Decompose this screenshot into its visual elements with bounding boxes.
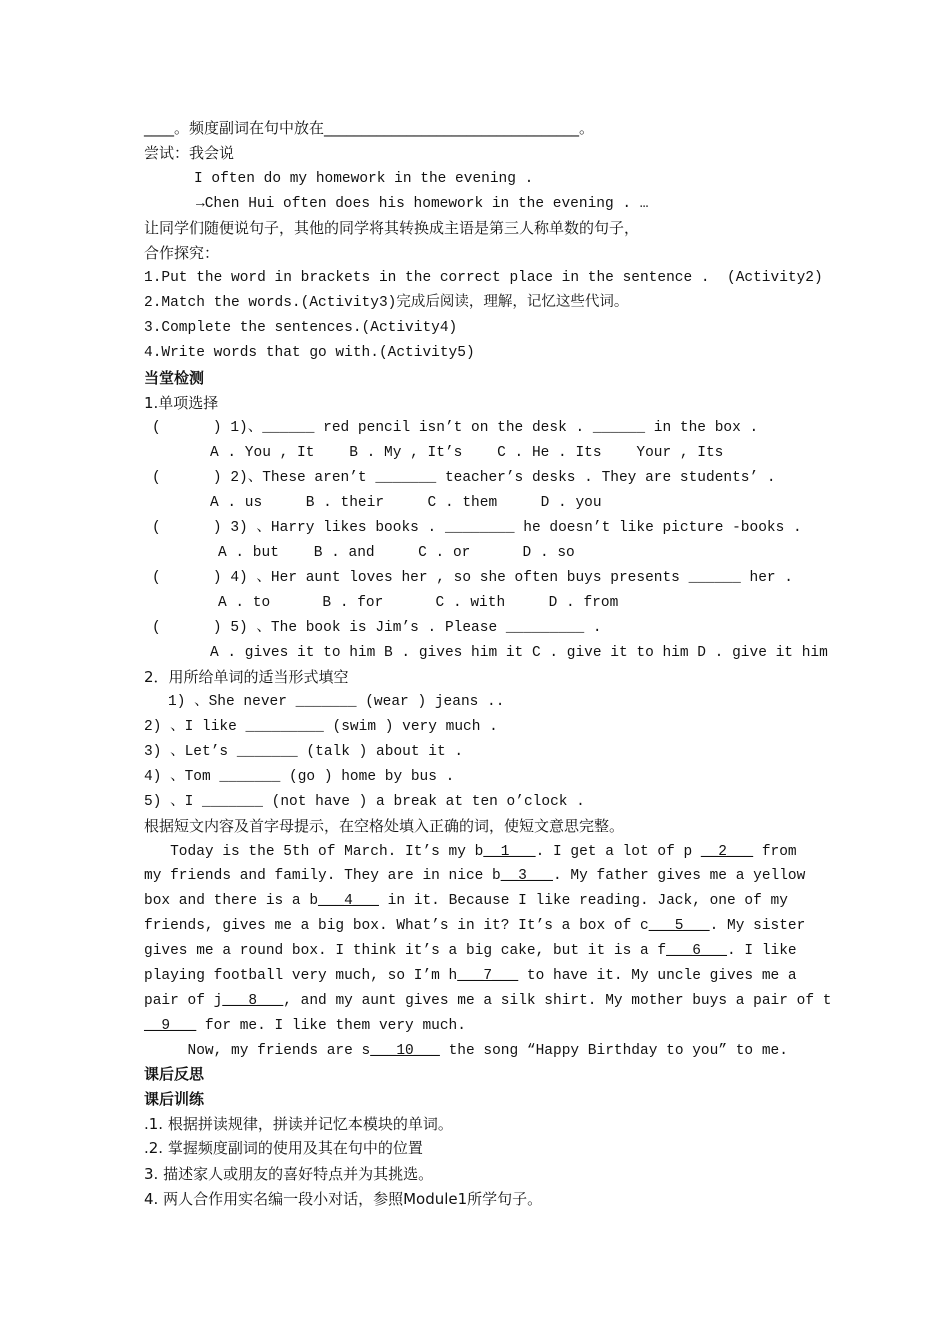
question-2-options: A . us B . their C . them D . you <box>210 495 602 511</box>
cooperation-item: 2.Match the words.(Activity3)完成后阅读，理解，记忆这些代词。 <box>144 295 629 311</box>
training-item: .2. 掌握频度副词的使用及其在句中的位置 <box>144 1139 423 1157</box>
question-4-options: A . to B . for C . with D . from <box>218 595 619 611</box>
cloze-line-2: my friends and family. They are in nice b__3___. My father gives me a yellow <box>144 868 806 884</box>
question-3: ( ) 3) 、Harry likes books . ________ he doesn’t like picture -books . <box>152 520 802 536</box>
cloze-blank-3: __3___ <box>500 868 553 884</box>
fill-item-2: 2) 、I like _________ (swim ) very much . <box>144 719 498 735</box>
fill-item-4: 4) 、Tom _______ (go ) home by bus . <box>144 769 455 785</box>
frequency-adverb-line: ____。频度副词在句中放在__________________________________。 <box>144 119 595 137</box>
fill-item-5: 5) 、I _______ (not have ) a break at ten o’clock . <box>144 794 585 810</box>
cloze-line-5: gives me a round box. I think it’s a big cake, but it is a f___6___. I like <box>144 943 797 959</box>
question-1: ( ) 1)、______ red pencil isn’t on the desk . ______ in the box . <box>152 420 759 436</box>
question-4: ( ) 4) 、Her aunt loves her , so she often buys presents ______ her . <box>152 570 794 586</box>
cloze-blank-9: __9___ <box>144 1018 197 1034</box>
cloze-blank-6: ___6___ <box>666 943 728 959</box>
section-1-title: 1.单项选择 <box>144 394 219 412</box>
question-5-options: A . gives it to him B . gives him it C . give it to him D . give it him <box>210 645 828 661</box>
cloze-blank-8: ___8___ <box>222 993 284 1009</box>
fill-item-3: 3) 、Let’s _______ (talk ) about it . <box>144 744 464 760</box>
training-title: 课后训练 <box>144 1090 205 1108</box>
cloze-line-1: Today is the 5th of March. It’s my b__1___. I get a lot of p __2___ from <box>144 844 797 860</box>
training-item: 3. 描述家人或朋友的喜好特点并为其挑选。 <box>144 1165 434 1183</box>
cloze-line-3: box and there is a b___4___ in it. Because I like reading. Jack, one of my <box>144 893 788 909</box>
training-item: .1. 根据拼读规律，拼读并记忆本模块的单词。 <box>144 1115 453 1133</box>
cloze-blank-5: ___5___ <box>648 918 710 934</box>
cloze-line-8: __9___ for me. I like them very much. <box>144 1018 466 1034</box>
cloze-blank-7: ___7___ <box>457 968 519 984</box>
try-label: 尝试：我会说 <box>144 144 235 162</box>
question-3-options: A . but B . and C . or D . so <box>218 545 575 561</box>
cloze-blank-10: ___10___ <box>370 1043 440 1059</box>
cooperation-item: 1.Put the word in brackets in the correct place in the sentence . (Activity2) <box>144 270 823 286</box>
question-1-options: A . You , It B . My , It’s C . He . Its Your , Its <box>210 445 724 461</box>
training-item: 4. 两人合作用实名编一段小对话，参照Module1所学句子。 <box>144 1190 543 1208</box>
test-title: 当堂检测 <box>144 369 205 387</box>
cloze-line-7: pair of j___8___, and my aunt gives me a silk shirt. My mother buys a pair of t <box>144 993 832 1009</box>
cooperation-item: 3.Complete the sentences.(Activity4) <box>144 320 458 336</box>
instruction-line: 让同学们随便说句子，其他的同学将其转换成主语是第三人称单数的句子， <box>144 219 640 237</box>
question-2: ( ) 2)、These aren’t _______ teacher’s desks . They are students’ . <box>152 470 776 486</box>
cooperation-title: 合作探究： <box>144 244 220 262</box>
reflection-title: 课后反思 <box>144 1065 205 1083</box>
cloze-instruction: 根据短文内容及首字母提示，在空格处填入正确的词，使短文意思完整。 <box>144 817 625 835</box>
cooperation-item: 4.Write words that go with.(Activity5) <box>144 345 475 361</box>
cloze-line-6: playing football very much, so I’m h___7___ to have it. My uncle gives me a <box>144 968 797 984</box>
try-sentence-2: →Chen Hui often does his homework in the evening . … <box>196 196 649 212</box>
section-2-title: 2．用所给单词的适当形式填空 <box>144 668 349 686</box>
cloze-blank-4: ___4___ <box>318 893 379 909</box>
question-5: ( ) 5) 、The book is Jim’s . Please _________ . <box>152 620 602 636</box>
cloze-line-9: Now, my friends are s___10___ the song “Happy Birthday to you” to me. <box>144 1043 788 1059</box>
cloze-line-4: friends, gives me a big box. What’s in it? It’s a box of c___5___. My sister <box>144 918 806 934</box>
try-sentence-1: I often do my homework in the evening . <box>194 171 534 187</box>
fill-item-1: 1) 、She never _______ (wear ) jeans .. <box>168 694 505 710</box>
cloze-blank-2: __2___ <box>700 844 754 860</box>
cloze-blank-1: __1___ <box>483 844 536 860</box>
